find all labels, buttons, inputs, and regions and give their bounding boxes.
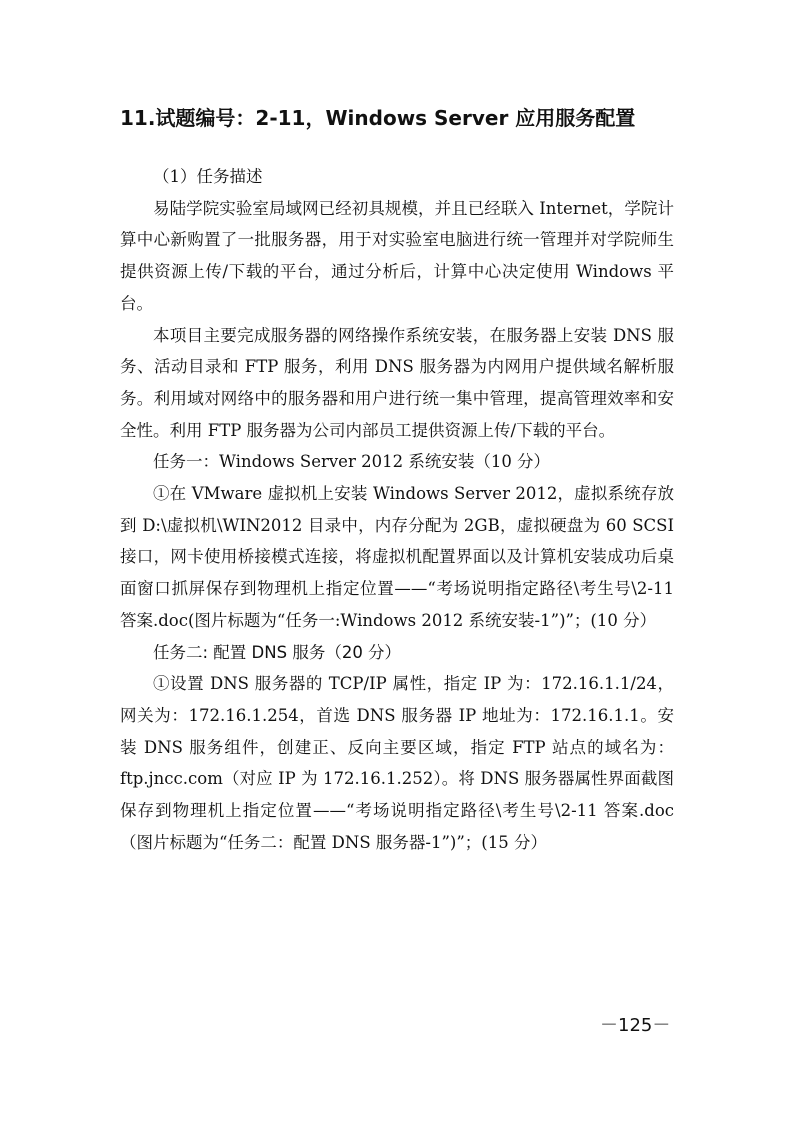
document-body [120, 161, 674, 858]
question-title: 11.试题编号：2-11，Windows Server 应用服务配置 [120, 106, 636, 130]
paragraph-background: 易陆学院实验室局域网已经初具规模，并且已经联入 Internet，学院计算中心新购置了一批服务器，用于对实验室电脑进行统一管理并对学院师生提供资源上传/下载的平台，通过分析后，计算中心决定使用 Windows 平台。 [120, 198, 674, 313]
page-number: －125－ [600, 1015, 671, 1036]
task-two-heading: 任务二: 配置 DNS 服务（20 分） [153, 642, 402, 662]
task-two-step-1: ①设置 DNS 服务器的 TCP/IP 属性，指定 IP 为：172.16.1.1/24，网关为：172.16.1.254，首选 DNS 服务器 IP 地址为：172.16.1.1。安装 DNS 服务组件，创建正、反向主要区域，指定 FTP 站点的域名为：ftp.jncc.com（对应 IP 为 172.16.1.252）。将 DNS 服务器属性界面截图保存到物理机上指定位置——“考场说明指定路径\考生号\2-11 答案.doc（图片标题为“任务二：配置 DNS 服务器-1”)”；(15 分） [120, 674, 674, 852]
task-one-heading: 任务一：Windows Server 2012 系统安装（10 分） [153, 452, 551, 472]
paragraph-project-overview: 本项目主要完成服务器的网络操作系统安装，在服务器上安装 DNS 服务、活动目录和 FTP 服务，利用 DNS 服务器为内网用户提供域名解析服务。利用域对网络中的服务器和用户进行统一集中管理，提高管理效率和安全性。利用 FTP 服务器为公司内部员工提供资源上传/下载的平台。 [120, 325, 674, 440]
task-one-step-1: ①在 VMware 虚拟机上安装 Windows Server 2012，虚拟系统存放到 D:\虚拟机\WIN2012 目录中，内存分配为 2GB，虚拟硬盘为 60 SCSI 接口，网卡使用桥接模式连接，将虚拟机配置界面以及计算机安装成功后桌面窗口抓屏保存到物理机上指定位置——“考场说明指定路径\考生号\2-11 答案.doc(图片标题为“任务一:Windows 2012 系统安装-1”)”；(10 分） [120, 484, 674, 630]
section-heading-task-description: （1）任务描述 [153, 167, 263, 186]
